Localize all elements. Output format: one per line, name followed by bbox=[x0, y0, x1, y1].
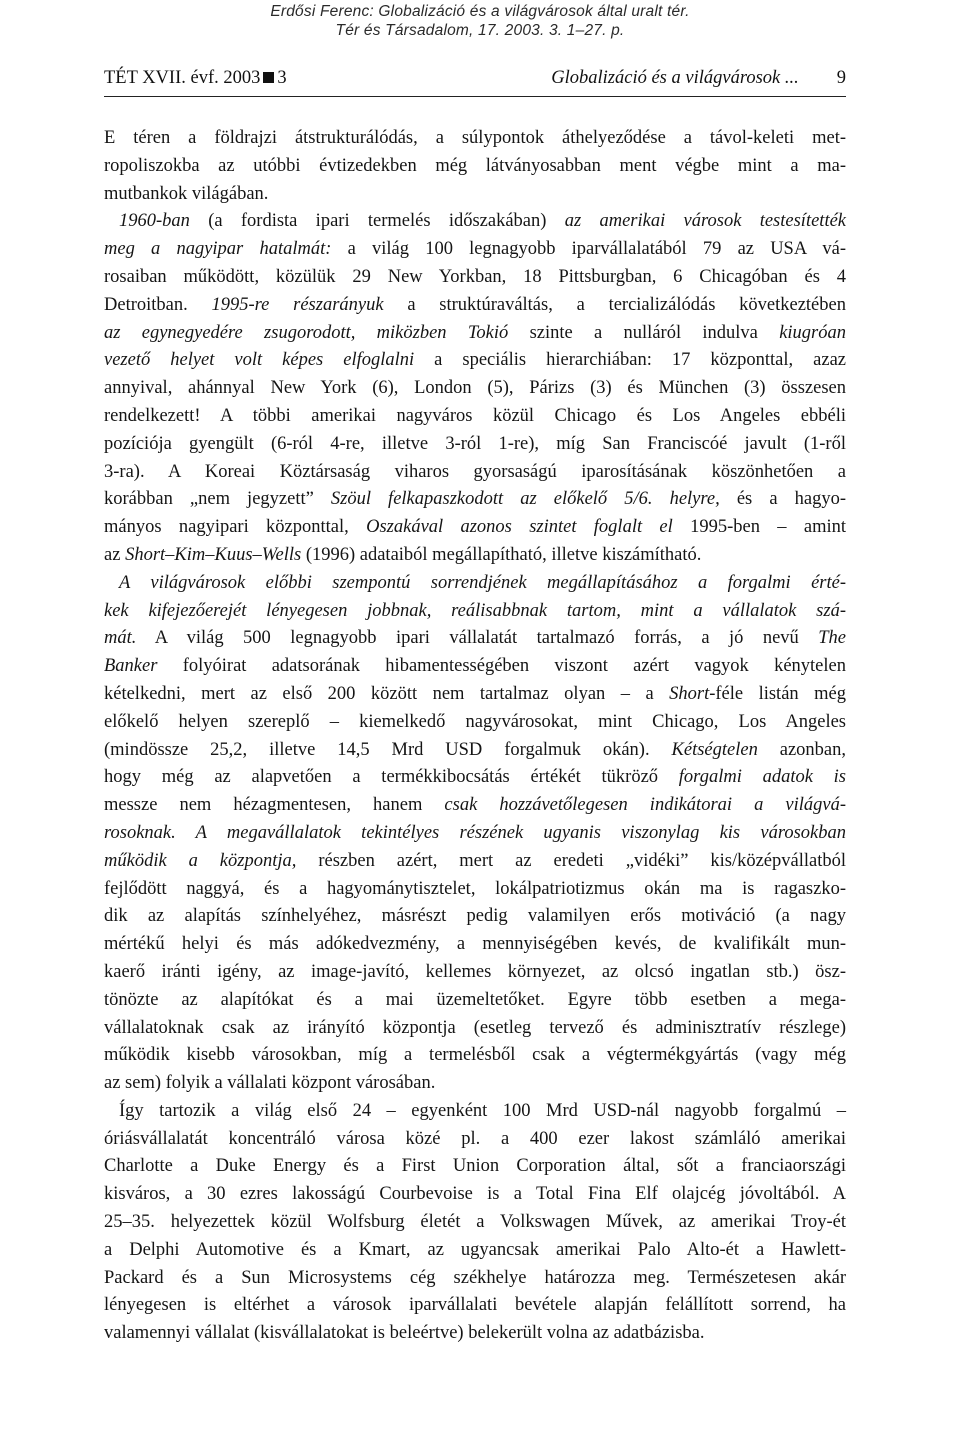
text-segment: működik kisebb városokban, míg a termelésből csak a végtermékgyártás (vagy még bbox=[104, 1045, 846, 1066]
italic-text: 1960-ban bbox=[119, 211, 190, 232]
text-line bbox=[104, 987, 846, 1015]
text-line bbox=[104, 792, 846, 820]
text-line bbox=[104, 570, 846, 598]
text-segment: valamennyi vállalat (kisvállalatokat is beleértve) belekerült volna az adatbázisba. bbox=[104, 1323, 705, 1344]
text-segment: kisváros, a 30 ezres lakosságú Courbevoise is a Total Fina Elf olajcég jóvoltából. A bbox=[104, 1184, 846, 1205]
text-line bbox=[104, 876, 846, 904]
text-segment: vállalatoknak csak az irányító központja (esetleg tervező és adminisztratív részlege) bbox=[104, 1017, 846, 1038]
text-line bbox=[104, 125, 846, 153]
text-line bbox=[104, 820, 846, 848]
text-segment: azonban, bbox=[757, 739, 846, 760]
running-head bbox=[104, 68, 846, 98]
text-line bbox=[104, 1209, 846, 1237]
text-segment: ropoliszokba az utóbbi évtizedekben még látványosabban ment végbe mint a ma- bbox=[104, 155, 846, 176]
italic-text: meg a nagyipar hatalmát: bbox=[104, 239, 332, 260]
text-line bbox=[104, 681, 846, 709]
text-segment: mértékű helyi és más adókedvezmény, a mennyiségében kevés, de kvalifikált mun- bbox=[104, 934, 846, 955]
text-segment: hogy még az alapvetően a termékkibocsátás értékét tükröző bbox=[104, 767, 679, 788]
text-line bbox=[104, 431, 846, 459]
text-segment: (1996) adataiból megállapítható, illetve kiszámítható. bbox=[301, 544, 702, 565]
text-segment: az sem) folyik a vállalati központ városában. bbox=[104, 1073, 436, 1094]
italic-text: 1995-re részarányuk bbox=[211, 294, 384, 315]
text-segment: lényegesen is eltérhet a városok iparvállalati bevétele alapján felállított sorrend, ha bbox=[104, 1295, 846, 1316]
text-segment: az bbox=[104, 544, 126, 565]
italic-text: mát. bbox=[104, 628, 137, 649]
text-segment: és a hagyo- bbox=[719, 489, 846, 510]
text-line bbox=[104, 1320, 846, 1348]
text-segment: mányos nagyipari központtal, bbox=[104, 517, 367, 538]
black-square-icon bbox=[263, 72, 274, 83]
text-line bbox=[104, 1181, 846, 1209]
text-line bbox=[104, 625, 846, 653]
source-citation-line-1: Erdősi Ferenc: Globalizáció és a világvárosok által uralt tér. bbox=[270, 3, 690, 20]
text-line bbox=[104, 848, 846, 876]
text-segment: Detroitban. bbox=[104, 294, 212, 315]
italic-text: az egynegyedére zsugorodott, miközben Tokió bbox=[104, 322, 509, 343]
text-segment: a világ 100 legnagyobb iparvállalatából 79 az USA vá- bbox=[331, 239, 847, 260]
text-segment: részben azért, mert az eredeti „vidéki” kis/középvállatból bbox=[296, 850, 846, 871]
text-segment: óriásvállalatát koncentráló városa közé pl. a 400 ezer lakost számláló amerikai bbox=[104, 1128, 846, 1149]
text-segment: rosaiban működött, közülük 29 New Yorkban, 18 Pittsburgban, 6 Chicagóban és 4 bbox=[104, 266, 846, 287]
source-citation-line-2: Tér és Társadalom, 17. 2003. 3. 1–27. p. bbox=[335, 22, 625, 39]
journal-volume: TÉT XVII. évf. 2003 bbox=[104, 68, 261, 88]
article-title-and-page bbox=[551, 68, 846, 89]
text-line bbox=[104, 737, 846, 765]
text-segment: kételkedni, mert az első 200 között nem tartalmaz olyan – a bbox=[104, 683, 670, 704]
text-segment: tönözte az alapítókat és a mai üzemeltetőket. Egyre több esetben a mega- bbox=[104, 989, 846, 1010]
journal-issue: 3 bbox=[277, 68, 287, 88]
text-line bbox=[104, 764, 846, 792]
text-segment: kaerő iránti igény, az image-javító, kellemes környezet, az olcsó ingatlan stb.) ösz- bbox=[104, 961, 846, 982]
text-line bbox=[104, 1126, 846, 1154]
text-segment: fejlődött naggyá, és a hagyománytisztelet, lokálpatriotizmus okán ma is ragaszko- bbox=[104, 878, 846, 899]
text-line bbox=[104, 1153, 846, 1181]
text-line bbox=[104, 1237, 846, 1265]
italic-text: rosoknak. A megavállalatok tekintélyes részének ugyanis viszonylag kis városokban bbox=[104, 822, 846, 843]
text-segment: előkelő helyen szereplő – kiemelkedő nagyvárosokat, mint Chicago, Los Angeles bbox=[104, 711, 846, 732]
text-segment: A világ 500 legnagyobb ipari vállalatát tartalmazó forrás, a jó nevű bbox=[136, 628, 819, 649]
text-line bbox=[104, 347, 846, 375]
italic-text: vezető helyet volt képes elfoglalni bbox=[104, 350, 415, 371]
italic-text: kiugróan bbox=[779, 322, 846, 343]
text-line bbox=[104, 236, 846, 264]
italic-text: Oszakával azonos szintet foglalt el bbox=[366, 517, 673, 538]
text-segment: Így tartozik a világ első 24 – egyenként 100 Mrd USD-nál nagyobb forgalmú – bbox=[119, 1100, 846, 1121]
text-segment: (mindössze 25,2, illetve 14,5 Mrd USD forgalmuk okán). bbox=[104, 739, 672, 760]
italic-text: Kétségtelen bbox=[671, 739, 758, 760]
italic-text: The bbox=[818, 628, 846, 649]
text-line bbox=[104, 1292, 846, 1320]
italic-text: Banker bbox=[104, 656, 158, 677]
text-segment: a Delphi Automotive és a Kmart, az ugyancsak amerikai Palo Alto-ét a Hawlett- bbox=[104, 1239, 846, 1260]
text-line bbox=[104, 1042, 846, 1070]
text-segment: pozíciója gyengült (6-ról 4-re, illetve 3-ról 1-re), míg San Franciscóé javult (1-ről bbox=[104, 433, 846, 454]
header-rule bbox=[104, 96, 846, 97]
italic-text: Short–Kim–Kuus–Wells bbox=[125, 544, 302, 565]
text-line bbox=[104, 514, 846, 542]
article-short-title: Globalizáció és a világvárosok ... bbox=[551, 68, 799, 88]
italic-text: kek kifejezőerejét lényegesen jobbnak, reálisabbnak tartom, mint a vállalatok szá- bbox=[104, 600, 846, 621]
text-line bbox=[104, 486, 846, 514]
text-line bbox=[104, 653, 846, 681]
text-line bbox=[104, 959, 846, 987]
text-segment: Packard és a Sun Microsystems cég székhelye határozza meg. Természetesen akár bbox=[104, 1267, 846, 1288]
italic-text: Short bbox=[669, 683, 710, 704]
text-line bbox=[104, 320, 846, 348]
text-line bbox=[104, 292, 846, 320]
italic-text: Szöul felkapaszkodott az előkelő 5/6. helyre, bbox=[330, 489, 720, 510]
body-text bbox=[104, 125, 846, 1348]
text-segment: (a fordista ipari termelés időszakában) bbox=[189, 211, 565, 232]
text-line bbox=[104, 903, 846, 931]
italic-text: működik a központja, bbox=[104, 850, 297, 871]
text-segment: dik az alapítás színhelyéhez, másrészt pedig valamilyen erős motiváció (a nagy bbox=[104, 906, 846, 927]
text-line bbox=[104, 931, 846, 959]
text-segment: 25–35. helyezettek közül Wolfsburg életét a Volkswagen Művek, az amerikai Troy-ét bbox=[104, 1212, 846, 1233]
text-line bbox=[104, 1265, 846, 1293]
text-segment: korábban „nem jegyzett” bbox=[104, 489, 331, 510]
text-segment: messze nem hézagmentesen, hanem bbox=[104, 795, 445, 816]
text-segment: Charlotte a Duke Energy és a First Union Corporation által, sőt a franciaországi bbox=[104, 1156, 846, 1177]
text-line bbox=[104, 1098, 846, 1126]
journal-reference bbox=[104, 68, 287, 89]
text-segment: 1995-ben – amint bbox=[672, 517, 846, 538]
text-line bbox=[104, 1070, 846, 1098]
page-number: 9 bbox=[836, 68, 846, 88]
italic-text: A világvárosok előbbi szempontú sorrendjének megállapításához a forgalmi érté- bbox=[119, 572, 846, 593]
text-line bbox=[104, 459, 846, 487]
text-line bbox=[104, 181, 846, 209]
text-segment: mutbankok világában. bbox=[104, 183, 269, 204]
italic-text: az amerikai városok testesítették bbox=[564, 211, 847, 232]
text-line bbox=[104, 375, 846, 403]
text-segment: szinte a nulláról indulva bbox=[508, 322, 780, 343]
text-segment: rendelkezett! A többi amerikai nagyváros közül Chicago és Los Angeles ebbéli bbox=[104, 405, 846, 426]
text-line bbox=[104, 598, 846, 626]
text-segment: annyival, ahánnyal New York (6), London (5), Párizs (3) és München (3) összesen bbox=[104, 378, 846, 399]
text-line bbox=[104, 264, 846, 292]
text-segment: a speciális hierarchiában: 17 központtal, azaz bbox=[414, 350, 847, 371]
text-segment: 3-ra). A Koreai Köztársaság viharos gyorsaságú iparosításának köszönhetően a bbox=[104, 461, 846, 482]
text-line bbox=[104, 542, 846, 570]
text-segment: -féle listán még bbox=[709, 683, 846, 704]
text-segment: E téren a földrajzi átstrukturálódás, a súlypontok áthelyeződése a távol-keleti met- bbox=[104, 128, 846, 148]
italic-text: forgalmi adatok is bbox=[678, 767, 847, 788]
italic-text: csak hozzávetőlegesen indikátorai a világvá- bbox=[444, 795, 846, 816]
text-line bbox=[104, 709, 846, 737]
text-line bbox=[104, 1015, 846, 1043]
text-line bbox=[104, 208, 846, 236]
text-line bbox=[104, 403, 846, 431]
text-segment: a struktúraváltás, a tercializálódás következtében bbox=[383, 294, 846, 315]
text-segment: folyóirat adatsorának hibamentességében viszont azért vagyok kénytelen bbox=[157, 656, 846, 677]
text-line bbox=[104, 153, 846, 181]
